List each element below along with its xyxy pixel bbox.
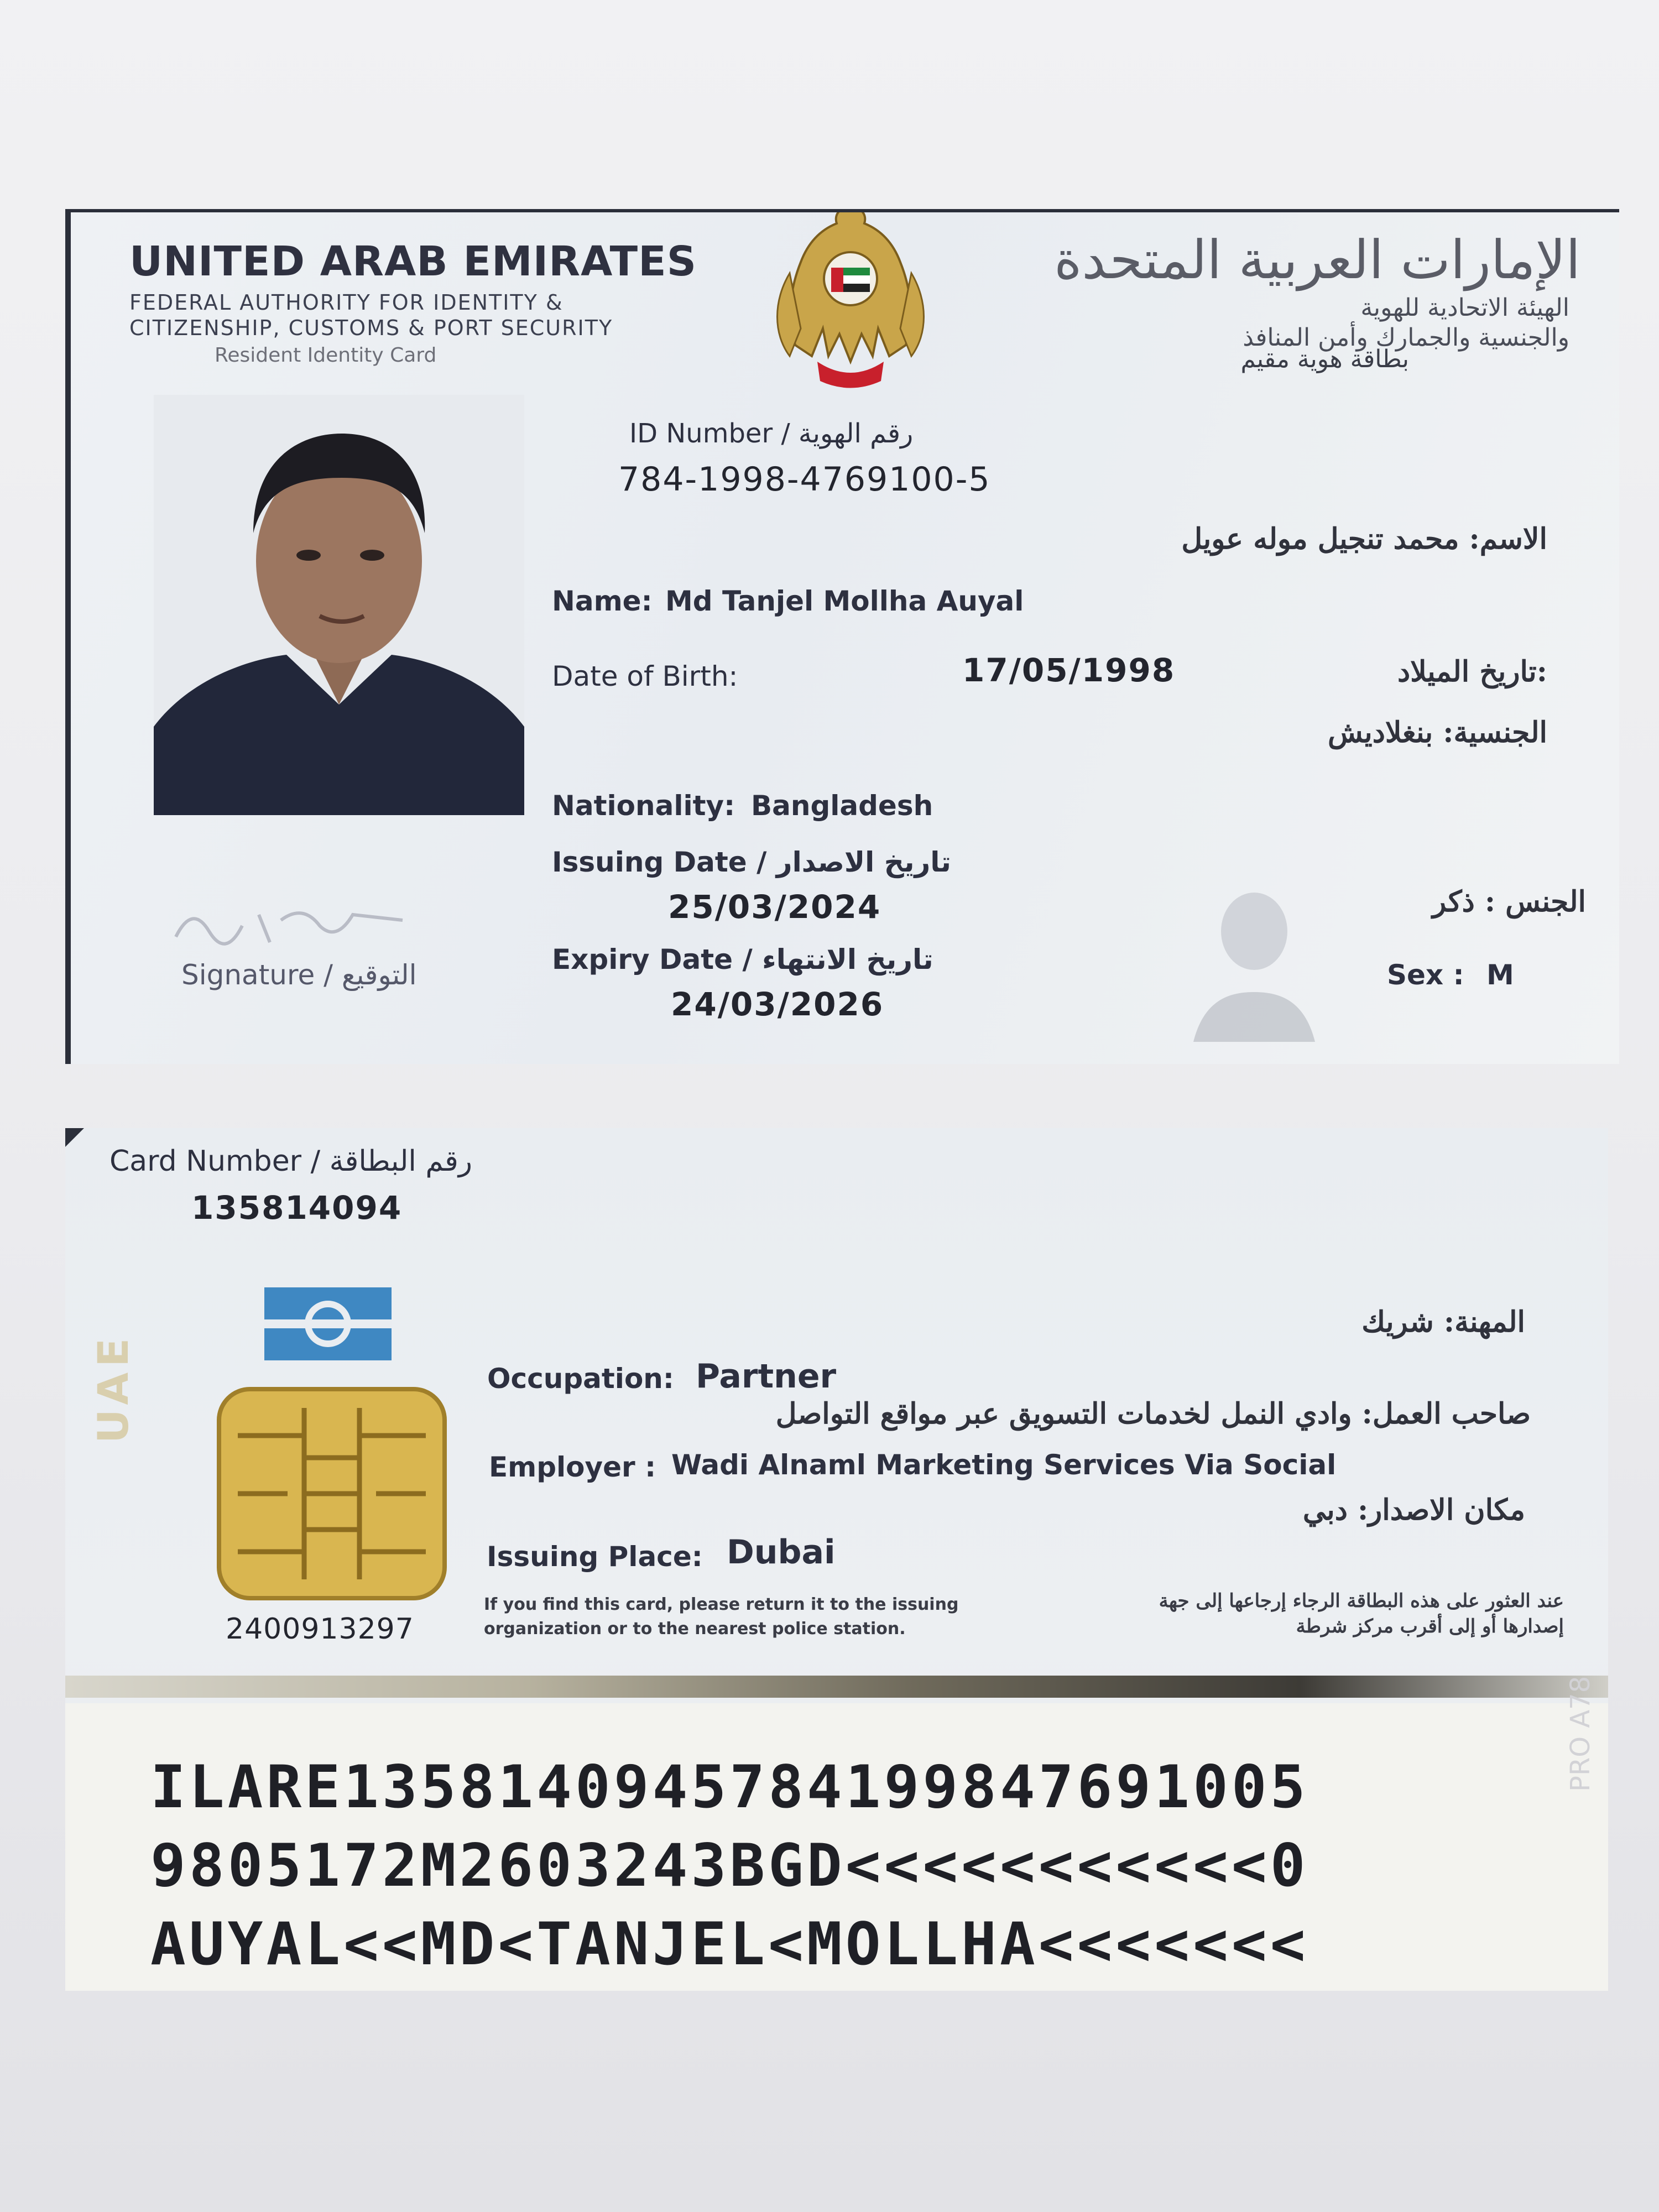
employer-ar: صاحب العمل: وادي النمل لخدمات التسويق عبر مواقع التواصل (775, 1397, 1531, 1431)
dob-label: Date of Birth: (552, 660, 738, 692)
return-notice-en (484, 1593, 958, 1641)
signature-label: Signature / التوقيع (181, 959, 417, 991)
ghost-photo (1182, 887, 1326, 1042)
id-number-value: 784-1998-4769100-5 (618, 460, 991, 499)
nationality-label: Nationality: (552, 790, 735, 822)
issuing-date-value: 25/03/2024 (668, 888, 881, 926)
id-card-front (65, 209, 1619, 1064)
mrz-line-3: AUYAL<<MD<TANJEL<MOLLHA<<<<<<< (150, 1910, 1309, 1978)
id-number-label: ID Number / رقم الهوية (629, 418, 914, 449)
authority-name-ar (1243, 293, 1569, 353)
issuing-place-value: Dubai (727, 1533, 836, 1572)
authority-line-2: CITIZENSHIP, CUSTOMS & PORT SECURITY (129, 316, 613, 340)
uae-side-text: UAE (88, 1332, 138, 1443)
issuing-place-label: Issuing Place: (487, 1541, 703, 1573)
expiry-date-value: 24/03/2026 (671, 985, 884, 1023)
dob-value: 17/05/1998 (962, 651, 1176, 689)
card-number-value: 135814094 (191, 1189, 403, 1227)
sex-ar: الجنس : ذكر (1432, 885, 1586, 919)
employer-value: Wadi Alnaml Marketing Services Via Social (671, 1449, 1337, 1481)
sex-value: M (1486, 959, 1514, 991)
return-notice-en-line-1: If you find this card, please return it to the issuing (484, 1595, 959, 1614)
nationality-ar: الجنسية: بنغلاديش (1327, 716, 1547, 749)
return-notice-ar-line-2: إصدارها أو إلى أقرب مركز شرطة (1296, 1615, 1564, 1637)
authority-name-en (129, 290, 613, 341)
mrz-line-2: 9805172M2603243BGD<<<<<<<<<<<0 (150, 1832, 1309, 1900)
occupation-label: Occupation: (487, 1363, 674, 1395)
return-notice-en-line-2: organization or to the nearest police station. (484, 1619, 906, 1639)
authority-ar-line-2: والجنسية والجمارك وأمن المنافذ (1243, 324, 1569, 352)
name-value: Md Tanjel Mollha Auyal (665, 585, 1024, 617)
card-type-ar: بطاقة هوية مقيم (1240, 345, 1409, 373)
issuing-place-ar: مكان الاصدار: دبي (1302, 1493, 1525, 1527)
card-type-en: Resident Identity Card (215, 344, 437, 367)
mrz-line-1: ILARE1358140945784199847691005 (150, 1753, 1309, 1821)
expiry-date-label: Expiry Date / تاريخ الانتهاء (552, 943, 933, 975)
machine-readable-zone (65, 1703, 1608, 1991)
scanner-watermark: PRO A78 (1565, 1676, 1596, 1792)
uae-falcon-emblem-icon (757, 209, 945, 400)
name-label: Name: (552, 585, 653, 617)
nationality-value: Bangladesh (751, 790, 933, 822)
authority-line-1: FEDERAL AUTHORITY FOR IDENTITY & (129, 290, 564, 315)
sex-label: Sex : (1387, 959, 1464, 991)
signature-scribble (170, 893, 414, 953)
smart-chip-icon (216, 1386, 448, 1601)
card-number-label: Card Number / رقم البطاقة (109, 1145, 472, 1178)
name-ar: الاسم: محمد تنجيل موله عويل (1181, 522, 1547, 556)
return-notice-ar-line-1: عند العثور على هذه البطاقة الرجاء إرجاعها إلى جهة (1159, 1590, 1564, 1612)
issuing-date-label: Issuing Date / تاريخ الاصدار (552, 846, 951, 878)
chip-serial-number: 2400913297 (226, 1613, 414, 1646)
employer-label: Employer : (489, 1451, 656, 1483)
holder-photo (154, 395, 524, 815)
dob-label-ar: تاريخ الميلاد: (1397, 655, 1547, 688)
country-title-ar: الإمارات العربية المتحدة (1054, 229, 1580, 291)
id-card-back (65, 1128, 1608, 1991)
return-notice-ar (1159, 1588, 1564, 1639)
corner-mark (65, 1128, 84, 1147)
contactless-icon (264, 1287, 392, 1360)
occupation-value: Partner (696, 1357, 837, 1396)
hologram-stripe (65, 1676, 1608, 1698)
occupation-ar: المهنة: شريك (1361, 1305, 1525, 1339)
authority-ar-line-1: الهيئة الاتحادية للهوية (1360, 294, 1569, 322)
country-title-en: UNITED ARAB EMIRATES (129, 238, 697, 285)
